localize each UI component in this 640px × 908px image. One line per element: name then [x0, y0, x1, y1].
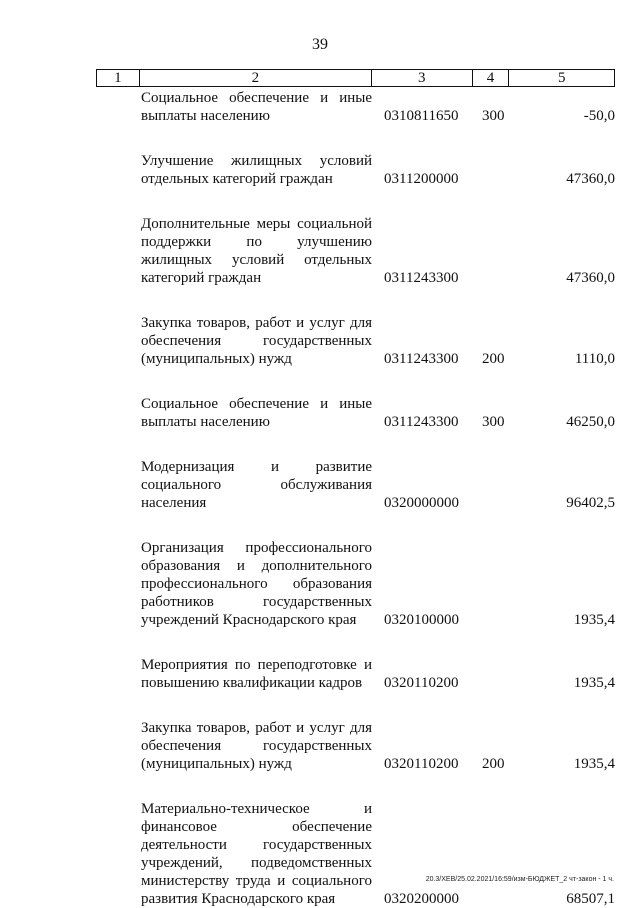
row-name: Модернизация и развитие социального обслуживания населения: [141, 459, 372, 511]
table-row: [96, 215, 615, 287]
row-code: 0311200000: [384, 171, 459, 187]
row-amount: 47360,0: [566, 171, 615, 187]
table-row: [96, 539, 615, 629]
table-row: [96, 395, 615, 431]
row-code: 0320000000: [384, 495, 459, 511]
row-amount: 68507,1: [566, 891, 615, 907]
row-code: 0310811650: [384, 108, 459, 124]
column-header-2: 2: [140, 70, 372, 86]
row-name: Улучшение жилищных условий отдельных категорий граждан: [141, 153, 372, 187]
table-row: [96, 656, 615, 692]
row-code: 0320200000: [384, 891, 459, 907]
column-header-3: 3: [372, 70, 473, 86]
row-name: Социальное обеспечение и иные выплаты населению: [141, 90, 372, 124]
row-code: 0311243300: [384, 270, 459, 286]
row-name: Закупка товаров, работ и услуг для обеспечения государственных (муниципальных) нужд: [141, 315, 372, 367]
row-amount: 47360,0: [566, 270, 615, 286]
row-kvr: 300: [482, 414, 505, 430]
row-amount: 96402,5: [566, 495, 615, 511]
row-amount: 46250,0: [566, 414, 615, 430]
row-code: 0311243300: [384, 414, 459, 430]
row-name: Дополнительные меры социальной поддержки по улучшению жилищных условий отдельных категорий граждан: [141, 216, 372, 286]
table-row: [96, 800, 615, 908]
row-amount: 1110,0: [574, 351, 615, 367]
table-row: [96, 89, 615, 125]
row-kvr: 200: [482, 756, 505, 772]
row-name: Материально-техническое и финансовое обеспечение деятельности государственных учреждений, подведомственных министерству труда и социального развития Краснодарского края: [141, 801, 372, 907]
table-row: [96, 314, 615, 368]
row-name: Организация профессионального образования и дополнительного профессионального образования работников государственных учреждений Краснодарского края: [141, 540, 372, 628]
row-name: Социальное обеспечение и иные выплаты населению: [141, 396, 372, 430]
row-name: Закупка товаров, работ и услуг для обеспечения государственных (муниципальных) нужд: [141, 720, 372, 772]
page-number: 39: [312, 36, 328, 53]
budget-table: [96, 89, 615, 908]
row-amount: 1935,4: [573, 756, 615, 772]
column-header-5: 5: [557, 70, 566, 86]
column-header-4: 4: [473, 70, 510, 86]
row-amount: 1935,4: [573, 675, 615, 691]
row-code: 0311243300: [384, 351, 459, 367]
row-kvr: 300: [482, 108, 505, 124]
table-row: [96, 152, 615, 188]
row-code: 0320110200: [384, 675, 459, 691]
row-amount: 1935,4: [573, 612, 615, 628]
row-code: 0320110200: [384, 756, 459, 772]
column-header-row: [96, 69, 615, 87]
table-row: [96, 458, 615, 512]
row-kvr: 200: [482, 351, 505, 367]
row-name: Мероприятия по переподготовке и повышению квалификации кадров: [141, 657, 372, 691]
row-code: 0320100000: [384, 612, 459, 628]
table-row: [96, 719, 615, 773]
row-amount: -50,0: [583, 108, 615, 124]
document-footer: 20.3/ХЕВ/25.02.2021/16:59/изм-БЮДЖЕТ_2 чт-закон - 1 ч.: [425, 876, 614, 883]
column-header-1: 1: [97, 70, 140, 86]
